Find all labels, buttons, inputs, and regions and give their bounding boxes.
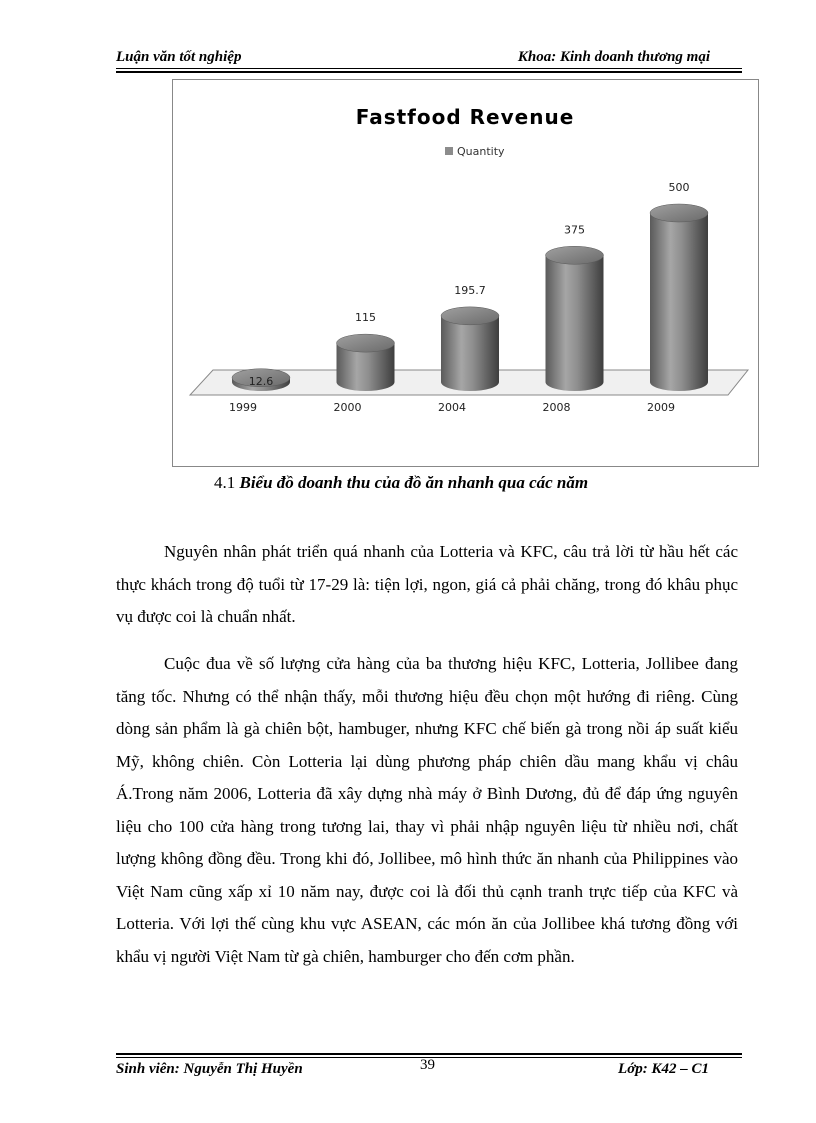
bar-2004 <box>441 307 499 391</box>
chart-title: Fastfood Revenue <box>355 105 575 129</box>
category-label-2009: 2009 <box>647 401 675 414</box>
bar-top-2009 <box>650 204 708 222</box>
value-label-2004: 195.7 <box>454 283 486 297</box>
value-label-1999: 12.6 <box>248 375 274 388</box>
chart-frame <box>172 79 759 467</box>
paragraph-1 <box>116 536 738 634</box>
header-rule-thick <box>116 71 742 73</box>
bar-body-2009 <box>650 213 708 391</box>
value-label-2008: 375 <box>564 223 585 237</box>
footer-class-label: Lớp: K42 – C1 <box>618 1061 709 1077</box>
legend-label: Quantity <box>457 145 505 158</box>
category-label-1999: 1999 <box>229 401 257 414</box>
paragraph-1-text: Nguyên nhân phát triển quá nhanh của Lotteria và KFC, câu trả lời từ hầu hết các thực khách trong độ tuổi từ 17-29 là: tiện lợi, ngon, giá cả phải chăng, trong đó khâu phục vụ được coi là chuẩn nhất. <box>116 542 738 626</box>
revenue-chart <box>173 80 758 466</box>
bar-body-2008 <box>546 255 604 391</box>
header-thesis-label: Luận văn tốt nghiệp <box>116 49 242 65</box>
footer-rule-thick <box>116 1053 742 1055</box>
page-number: 39 <box>420 1057 435 1073</box>
category-label-2008: 2008 <box>542 401 571 414</box>
bar-top-2008 <box>546 246 604 264</box>
page-header <box>116 47 742 69</box>
caption-text: Biểu đồ doanh thu của đồ ăn nhanh qua các năm <box>239 473 589 492</box>
bar-body-2004 <box>441 316 499 391</box>
value-label-2000: 115 <box>355 311 376 325</box>
caption-number: 4.1 <box>214 473 236 492</box>
bar-top-2000 <box>337 334 395 352</box>
page-footer <box>116 1057 742 1081</box>
header-faculty-label: Khoa: Kinh doanh thương mại <box>517 49 710 65</box>
bar-2000 <box>337 334 395 391</box>
bar-2008 <box>546 246 604 391</box>
category-label-2004: 2004 <box>438 401 466 414</box>
paragraph-2 <box>116 648 738 973</box>
value-label-2009: 500 <box>668 181 690 194</box>
figure-caption <box>214 473 588 493</box>
footer-student-name: Sinh viên: Nguyễn Thị Huyền <box>116 1061 303 1077</box>
paragraph-2-text: Cuộc đua về số lượng cửa hàng của ba thương hiệu KFC, Lotteria, Jollibee đang tăng tốc. Nhưng có thể nhận thấy, mỗi thương hiệu đều chọn một hướng đi riêng. Cùng dòng sản phẩm là gà chiên bột, hambuger, nhưng KFC chế biến gà trong nồi áp suất kiểu Mỹ, không chiên. Còn Lotteria lại dùng phương pháp chiên dầu mang khẩu vị châu Á.Trong năm 2006, Lotteria đã xây dựng nhà máy ở Bình Dương, đủ để đáp ứng nguyên liệu cho 100 cửa hàng trong tương lai, thay vì phải nhập nguyên liệu từ nhiều nơi, chất lượng không đồng đều. Trong khi đó, Jollibee, mô hình thức ăn nhanh của Philippines vào Việt Nam cũng xấp xỉ 10 năm nay, được coi là đối thủ cạnh tranh trực tiếp của KFC và Lotteria. Với lợi thế cùng khu vực ASEAN, các món ăn của Jollibee khá tương đồng với khẩu vị người Việt Nam từ gà chiên, hamburger cho đến cơm phần. <box>116 654 738 966</box>
category-label-2000: 2000 <box>333 401 362 414</box>
bar-top-2004 <box>441 307 499 325</box>
header-rule-thin <box>116 68 742 69</box>
bar-2009 <box>650 204 708 391</box>
legend-swatch <box>445 147 453 155</box>
